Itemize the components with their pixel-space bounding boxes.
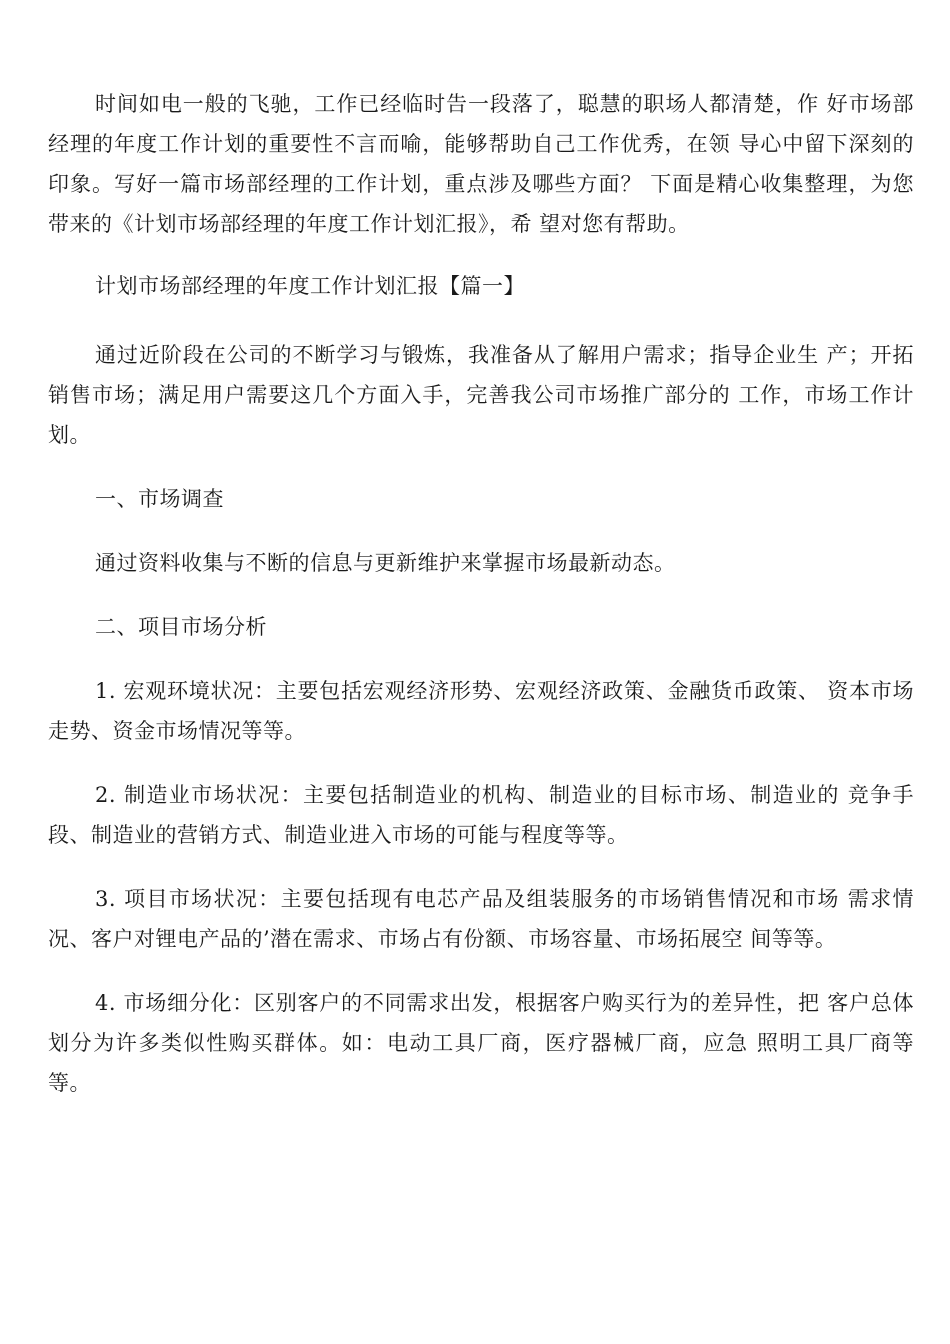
list-item: 2. 制造业市场状况：主要包括制造业的机构、制造业的目标市场、制造业的 竞争手段、制造业的营销方式、制造业进入市场的可能与程度等等。 [48, 783, 914, 847]
body-paragraph-1: 通过近阶段在公司的不断学习与锻炼，我准备从了解用户需求；指导企业生 产；开拓销售市场；满足用户需要这几个方面入手，完善我公司市场推广部分的 工作，市场工作计划。 [48, 343, 914, 447]
list-item: 1. 宏观环境状况：主要包括宏观经济形势、宏观经济政策、金融货币政策、 资本市场走势、资金市场情况等等。 [48, 679, 914, 743]
list-item: 4. 市场细分化：区别客户的不同需求出发，根据客户购买行为的差异性，把 客户总体划分为许多类似性购买群体。如：电动工具厂商，医疗器械厂商，应急 照明工具厂商等等。 [48, 991, 914, 1095]
document-page [48, 84, 914, 1103]
section-2-title: 二、项目市场分析 [95, 615, 267, 639]
section-1-body: 通过资料收集与不断的信息与更新维护来掌握市场最新动态。 [95, 551, 676, 575]
section-1-title: 一、市场调查 [95, 487, 224, 511]
document-heading: 计划市场部经理的年度工作计划汇报【篇一】 [95, 274, 525, 298]
intro-paragraph: 时间如电一般的飞驰，工作已经临时告一段落了，聪慧的职场人都清楚，作 好市场部经理的年度工作计划的重要性不言而喻，能够帮助自己工作优秀，在领 导心中留下深刻的印象。写好一篇市场部经理的工作计划，重点涉及哪些方面？ 下面是精心收集整理，为您带来的《计划市场部经理的年度工作计划汇报》，希 望对您有帮助。 [48, 92, 914, 236]
list-item: 3. 项目市场状况：主要包括现有电芯产品及组装服务的市场销售情况和市场 需求情况、客户对锂电产品的’潜在需求、市场占有份额、市场容量、市场拓展空 间等等。 [48, 887, 914, 951]
